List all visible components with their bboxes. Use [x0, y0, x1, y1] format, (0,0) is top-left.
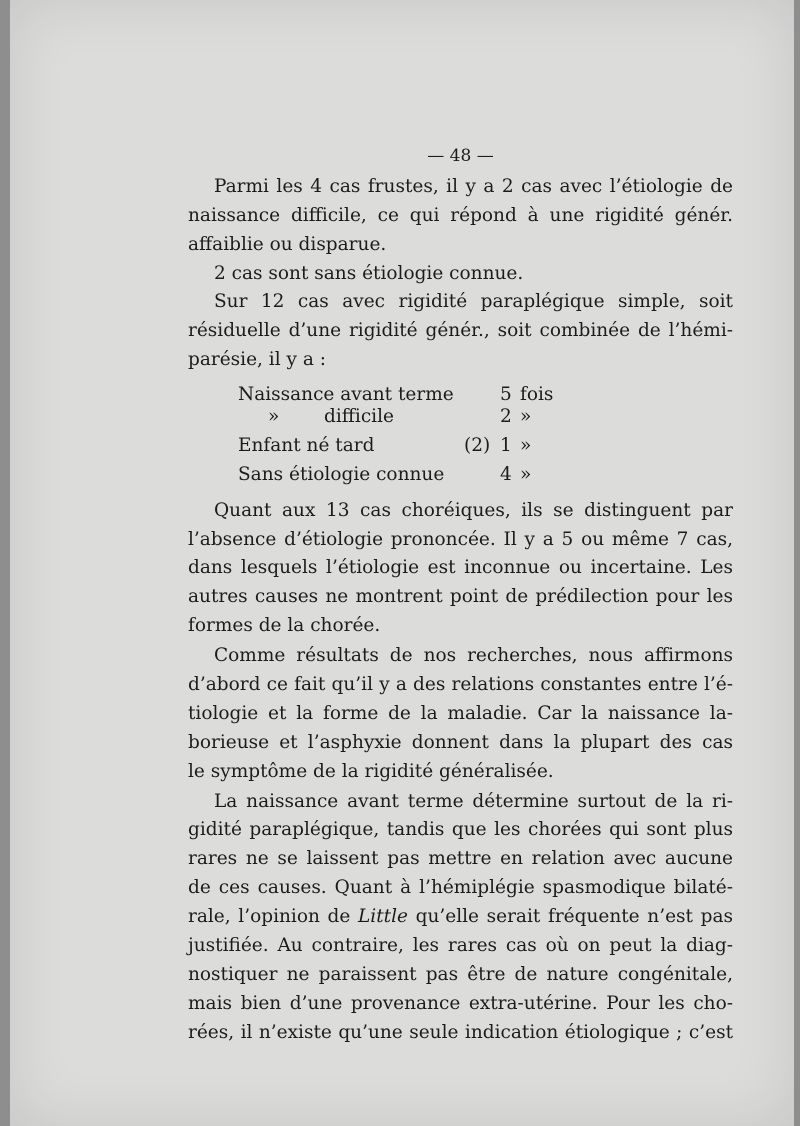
text-line: d’abord ce fait qu’il y a des relations constantes entre l’é- [188, 674, 733, 695]
etiology-label: Sans étiologie connue [238, 464, 445, 485]
etiology-unit: » [520, 406, 532, 427]
etiology-row [238, 462, 578, 488]
text-line: Comme résultats de nos recherches, nous affirmons [214, 645, 733, 666]
etiology-unit: » [520, 435, 532, 456]
text-line: le symptôme de la rigidité généralisée. [188, 761, 554, 782]
text-line: rées, il n’existe qu’une seule indication étiologique ; c’est [188, 1022, 733, 1043]
text-line: Quant aux 13 cas choréiques, ils se distinguent par [214, 500, 733, 521]
text-line: borieuse et l’asphyxie donnent dans la plupart des cas [188, 732, 733, 753]
etiology-label: Enfant né tard [238, 435, 375, 456]
text-line: formes de la chorée. [188, 615, 381, 636]
etiology-label-text: difficile [324, 406, 394, 427]
text-line: résiduelle d’une rigidité génér., soit combinée de l’hémi- [188, 320, 733, 341]
text-line: dans lesquels l’étiologie est inconnue ou incertaine. Les [188, 557, 733, 578]
text-fragment: qu’elle serait fréquente n’est pas [407, 906, 733, 927]
text-line: parésie, il y a : [188, 349, 326, 370]
etiology-unit: fois [520, 384, 554, 405]
etiology-count: 5 [500, 384, 512, 405]
etiology-row [238, 404, 578, 430]
text-line: affaiblie ou disparue. [188, 234, 387, 255]
text-line: rares ne se laissent pas mettre en relation avec aucune [188, 848, 733, 869]
etiology-count: 2 [500, 406, 512, 427]
etiology-label: Naissance avant terme [238, 384, 454, 405]
text-line: l’absence d’étiologie prononcée. Il y a 5 ou même 7 cas, [188, 529, 733, 550]
text-line: tiologie et la forme de la maladie. Car la naissance la- [188, 703, 733, 724]
etiology-count: 1 [500, 435, 512, 456]
etiology-unit: » [520, 464, 532, 485]
etiology-count: 4 [500, 464, 512, 485]
text-line [188, 904, 733, 930]
etiology-row [238, 433, 578, 459]
etiology-label [268, 404, 394, 430]
text-line: 2 cas sont sans étiologie connue. [214, 263, 524, 284]
text-line: Sur 12 cas avec rigidité paraplégique simple, soit [214, 291, 733, 312]
text-fragment: rale, l’opinion de [188, 906, 358, 927]
text-line: de ces causes. Quant à l’hémiplégie spasmodique bilaté- [188, 877, 733, 898]
text-line: justifiée. Au contraire, les rares cas où on peut la diag- [188, 935, 733, 956]
text-line: autres causes ne montrent point de prédilection pour les [188, 586, 733, 607]
text-line: mais bien d’une provenance extra-utérine. Pour les cho- [188, 993, 733, 1014]
author-name: Little [358, 906, 408, 927]
text-line: gidité paraplégique, tandis que les chorées qui sont plus [188, 819, 733, 840]
text-line: naissance difficile, ce qui répond à une rigidité génér. [188, 205, 733, 226]
ditto-mark: » [268, 406, 280, 427]
text-line: La naissance avant terme détermine surtout de la ri- [214, 791, 733, 812]
text-line: Parmi les 4 cas frustes, il y a 2 cas avec l’étiologie de [214, 176, 733, 197]
page-number: — 48 — [427, 146, 494, 166]
text-line: nostiquer ne paraissent pas être de nature congénitale, [188, 964, 733, 985]
scanned-page [10, 0, 794, 1126]
etiology-note: (2) [464, 435, 491, 456]
